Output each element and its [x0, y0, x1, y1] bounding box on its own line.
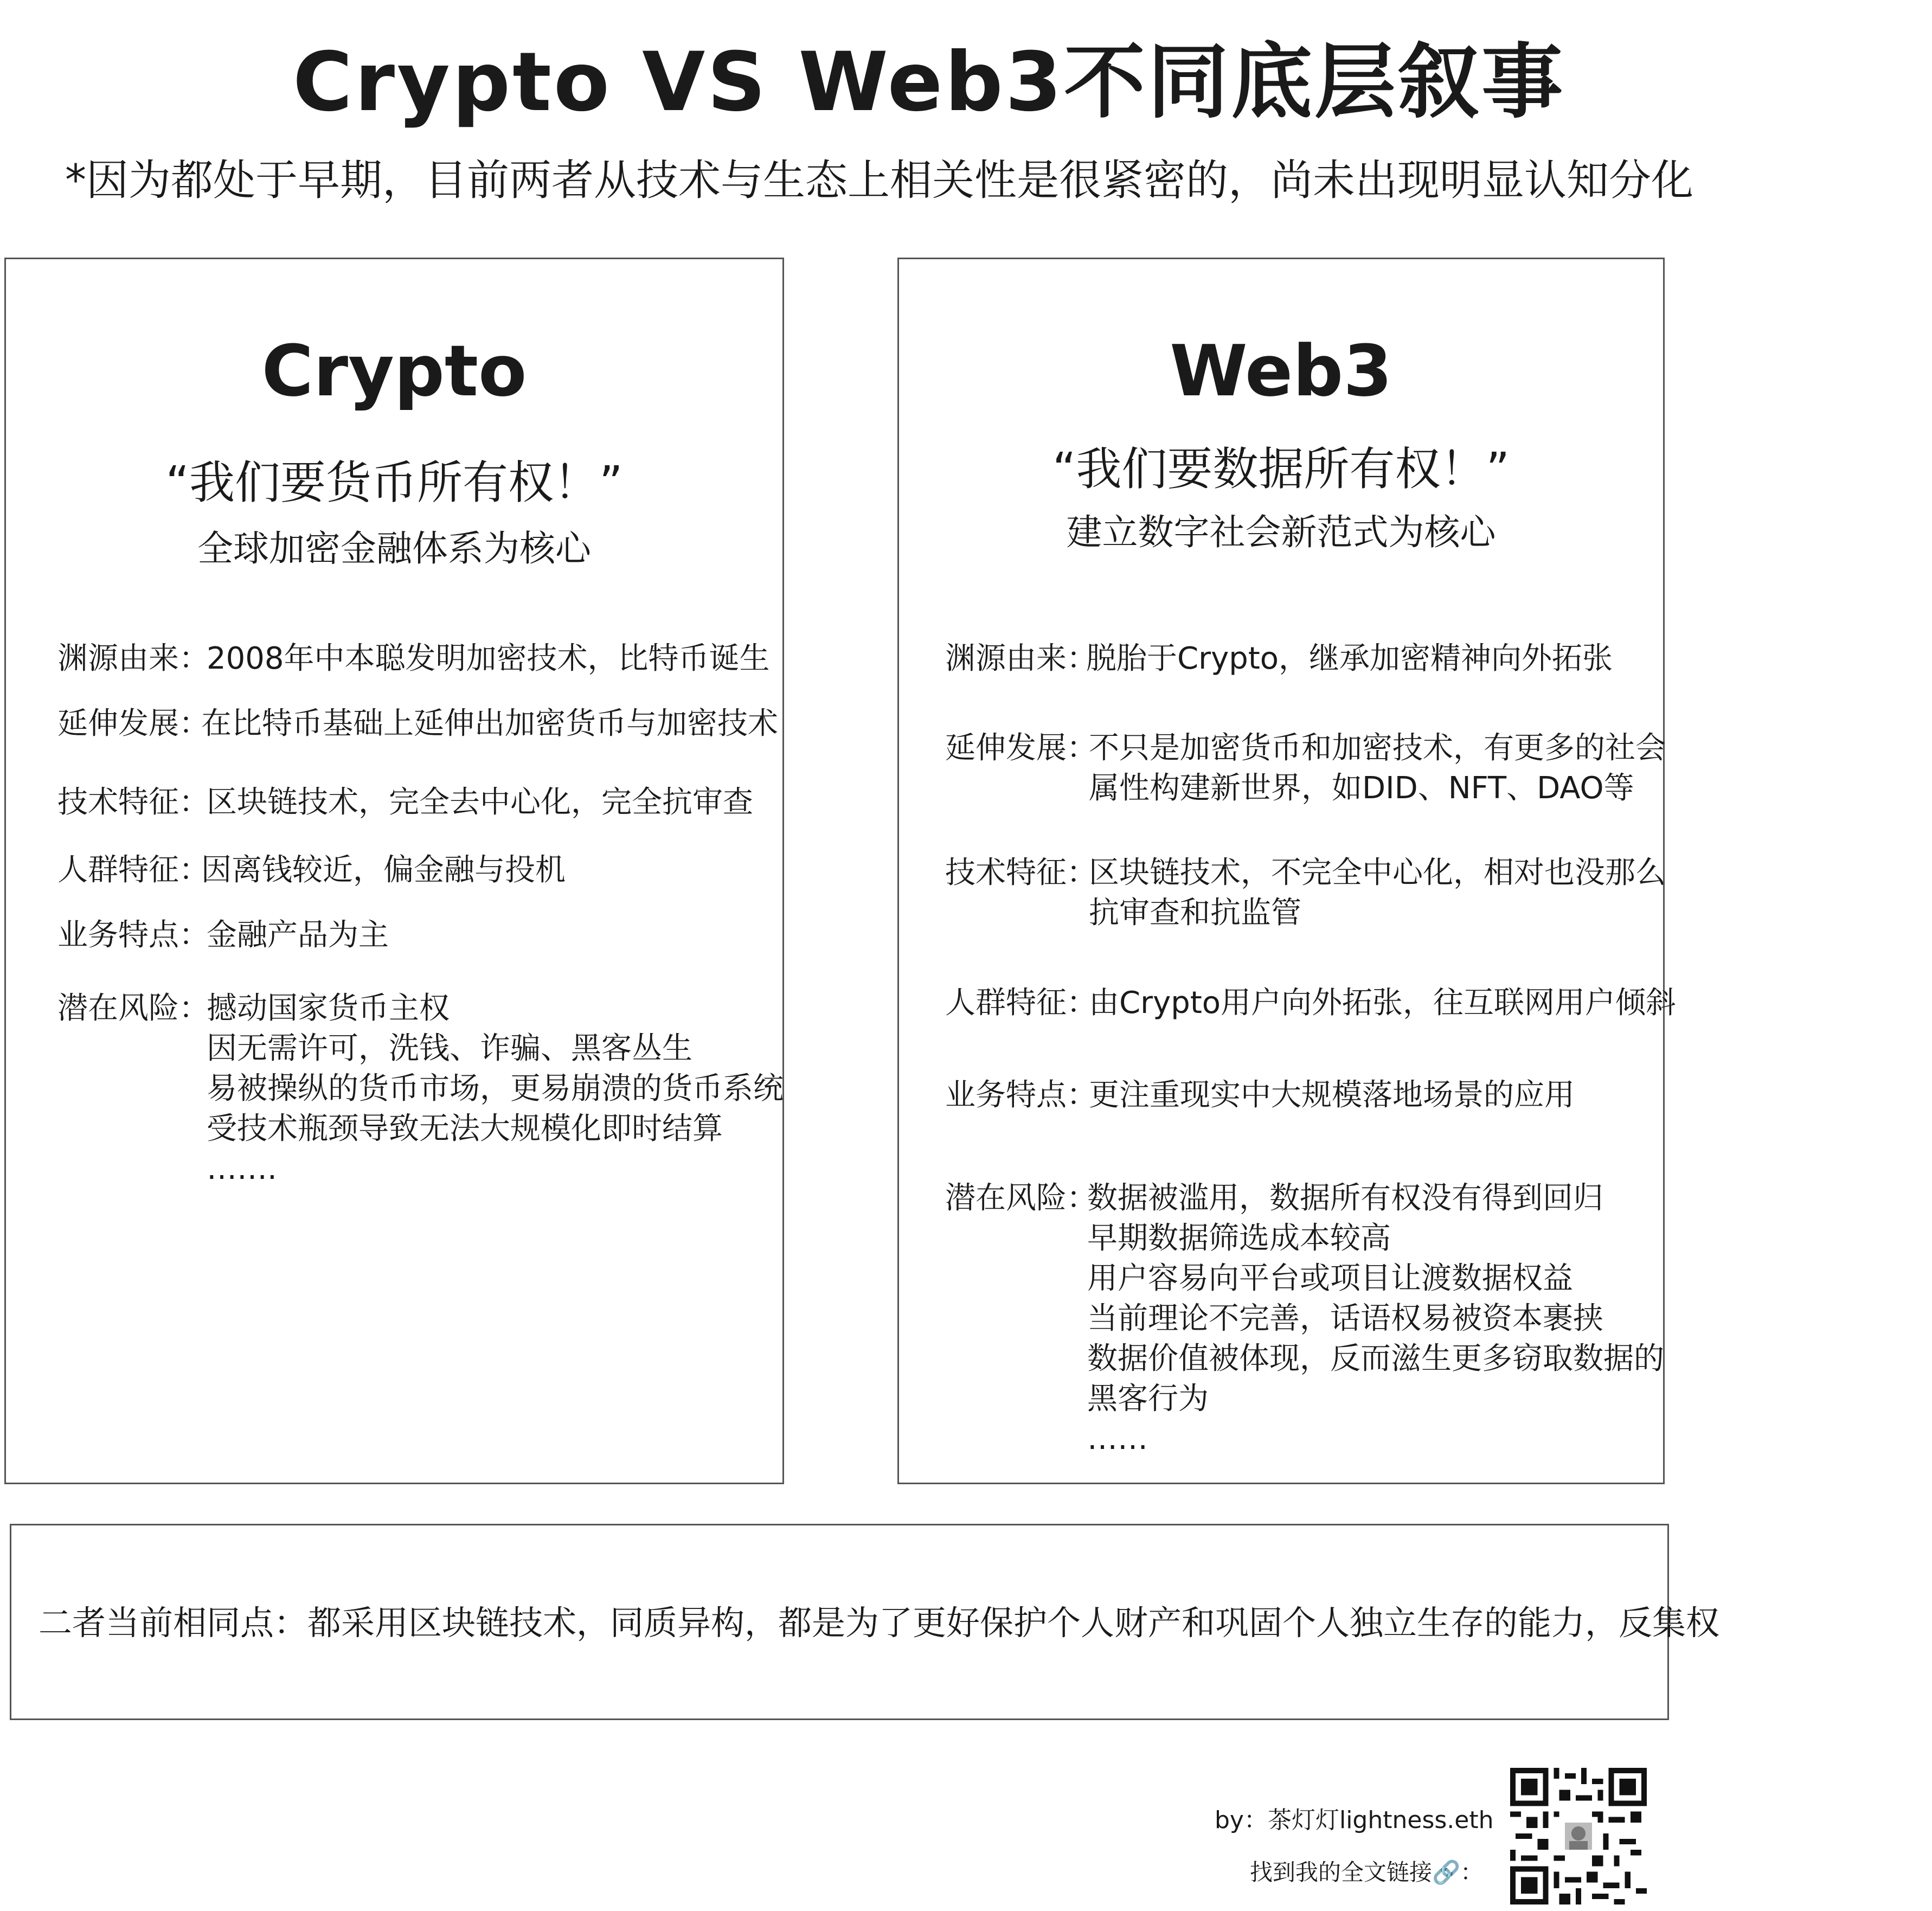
crypto-card	[4, 258, 784, 1484]
row-label: 渊源由来：	[57, 641, 209, 676]
web3-card	[897, 258, 1677, 1484]
row-value-line: 2008年中本聪发明加密技术，比特币诞生	[207, 641, 770, 676]
row-label: 人群特征：	[945, 985, 1097, 1021]
row-value-line: 在比特币基础上延伸出加密货币与加密技术	[201, 706, 778, 741]
row-label: 业务特点：	[57, 918, 209, 953]
row-value-line: 易被操纵的货币市场，更易崩溃的货币系统	[207, 1071, 784, 1106]
row-label: 人群特征：	[57, 852, 209, 888]
web3-card-title: Web3	[1170, 330, 1392, 412]
row-value-line: 区块链技术，完全去中心化，完全抗审查	[207, 785, 753, 820]
row-value-line: 早期数据筛选成本较高	[1087, 1221, 1391, 1256]
row-value-line: 因离钱较近，偏金融与投机	[201, 852, 566, 888]
crypto-card-title: Crypto	[261, 330, 527, 412]
author-credit: by：茶灯灯lightness.eth	[1215, 1806, 1494, 1834]
row-label: 延伸发展：	[945, 730, 1097, 766]
row-value-line: 属性构建新世界，如DID、NFT、DAO等	[1089, 771, 1634, 806]
row-value-line: 金融产品为主	[207, 918, 389, 953]
row-value-line: 当前理论不完善，话语权易被资本裹挟	[1087, 1301, 1603, 1336]
common-ground-box	[10, 1524, 1720, 1720]
qr-code-icon[interactable]	[1510, 1768, 1647, 1904]
row-label: 技术特征：	[57, 785, 209, 820]
row-value-line: 更注重现实中大规模落地场景的应用	[1089, 1078, 1575, 1113]
full-article-link-label: 找到我的全文链接🔗：	[1250, 1859, 1484, 1886]
row-value-line: 受技术瓶颈导致无法大规模化即时结算	[207, 1111, 723, 1146]
row-value-line: 数据价值被体现，反而滋生更多窃取数据的	[1087, 1341, 1664, 1376]
web3-quote: “我们要数据所有权！”	[1052, 443, 1510, 496]
row-label: 渊源由来：	[945, 641, 1097, 676]
row-label: 潜在风险：	[57, 991, 209, 1026]
row-value-line: 抗审查和抗监管	[1089, 895, 1301, 931]
row-label: 延伸发展：	[57, 706, 209, 741]
row-value-line: 区块链技术，不完全中心化，相对也没那么	[1089, 855, 1666, 890]
row-value-line: 黑客行为	[1087, 1381, 1209, 1416]
crypto-quote: “我们要货币所有权！”	[165, 456, 623, 509]
row-label: 技术特征：	[945, 855, 1097, 890]
row-value-line: 因无需许可，洗钱、诈骗、黑客丛生	[207, 1031, 692, 1066]
web3-core: 建立数字社会新范式为核心	[1066, 511, 1496, 553]
row-value-line: 数据被滥用，数据所有权没有得到回归	[1087, 1181, 1603, 1216]
row-value-line: 用户容易向平台或项目让渡数据权益	[1087, 1261, 1573, 1296]
row-value-line: 由Crypto用户向外拓张，往互联网用户倾斜	[1089, 985, 1677, 1021]
crypto-core: 全球加密金融体系为核心	[197, 528, 591, 569]
row-label: 潜在风险：	[945, 1181, 1097, 1216]
row-label: 业务特点：	[945, 1078, 1097, 1113]
row-value-line: ……	[1087, 1421, 1148, 1457]
common-ground-text: 二者当前相同点：都采用区块链技术，同质异构，都是为了更好保护个人财产和巩固个人独立生存的能力，反集权	[38, 1603, 1720, 1643]
row-value-line: 撼动国家货币主权	[207, 991, 450, 1026]
row-value-line: 不只是加密货币和加密技术，有更多的社会	[1089, 730, 1666, 766]
row-value-line: 脱胎于Crypto，继承加密精神向外拓张	[1086, 641, 1613, 676]
row-value-line: …….	[207, 1151, 277, 1187]
page-title: Crypto VS Web3不同底层叙事	[293, 35, 1565, 130]
page-subtitle: *因为都处于早期，目前两者从技术与生态上相关性是很紧密的，尚未出现明显认知分化	[65, 156, 1694, 205]
